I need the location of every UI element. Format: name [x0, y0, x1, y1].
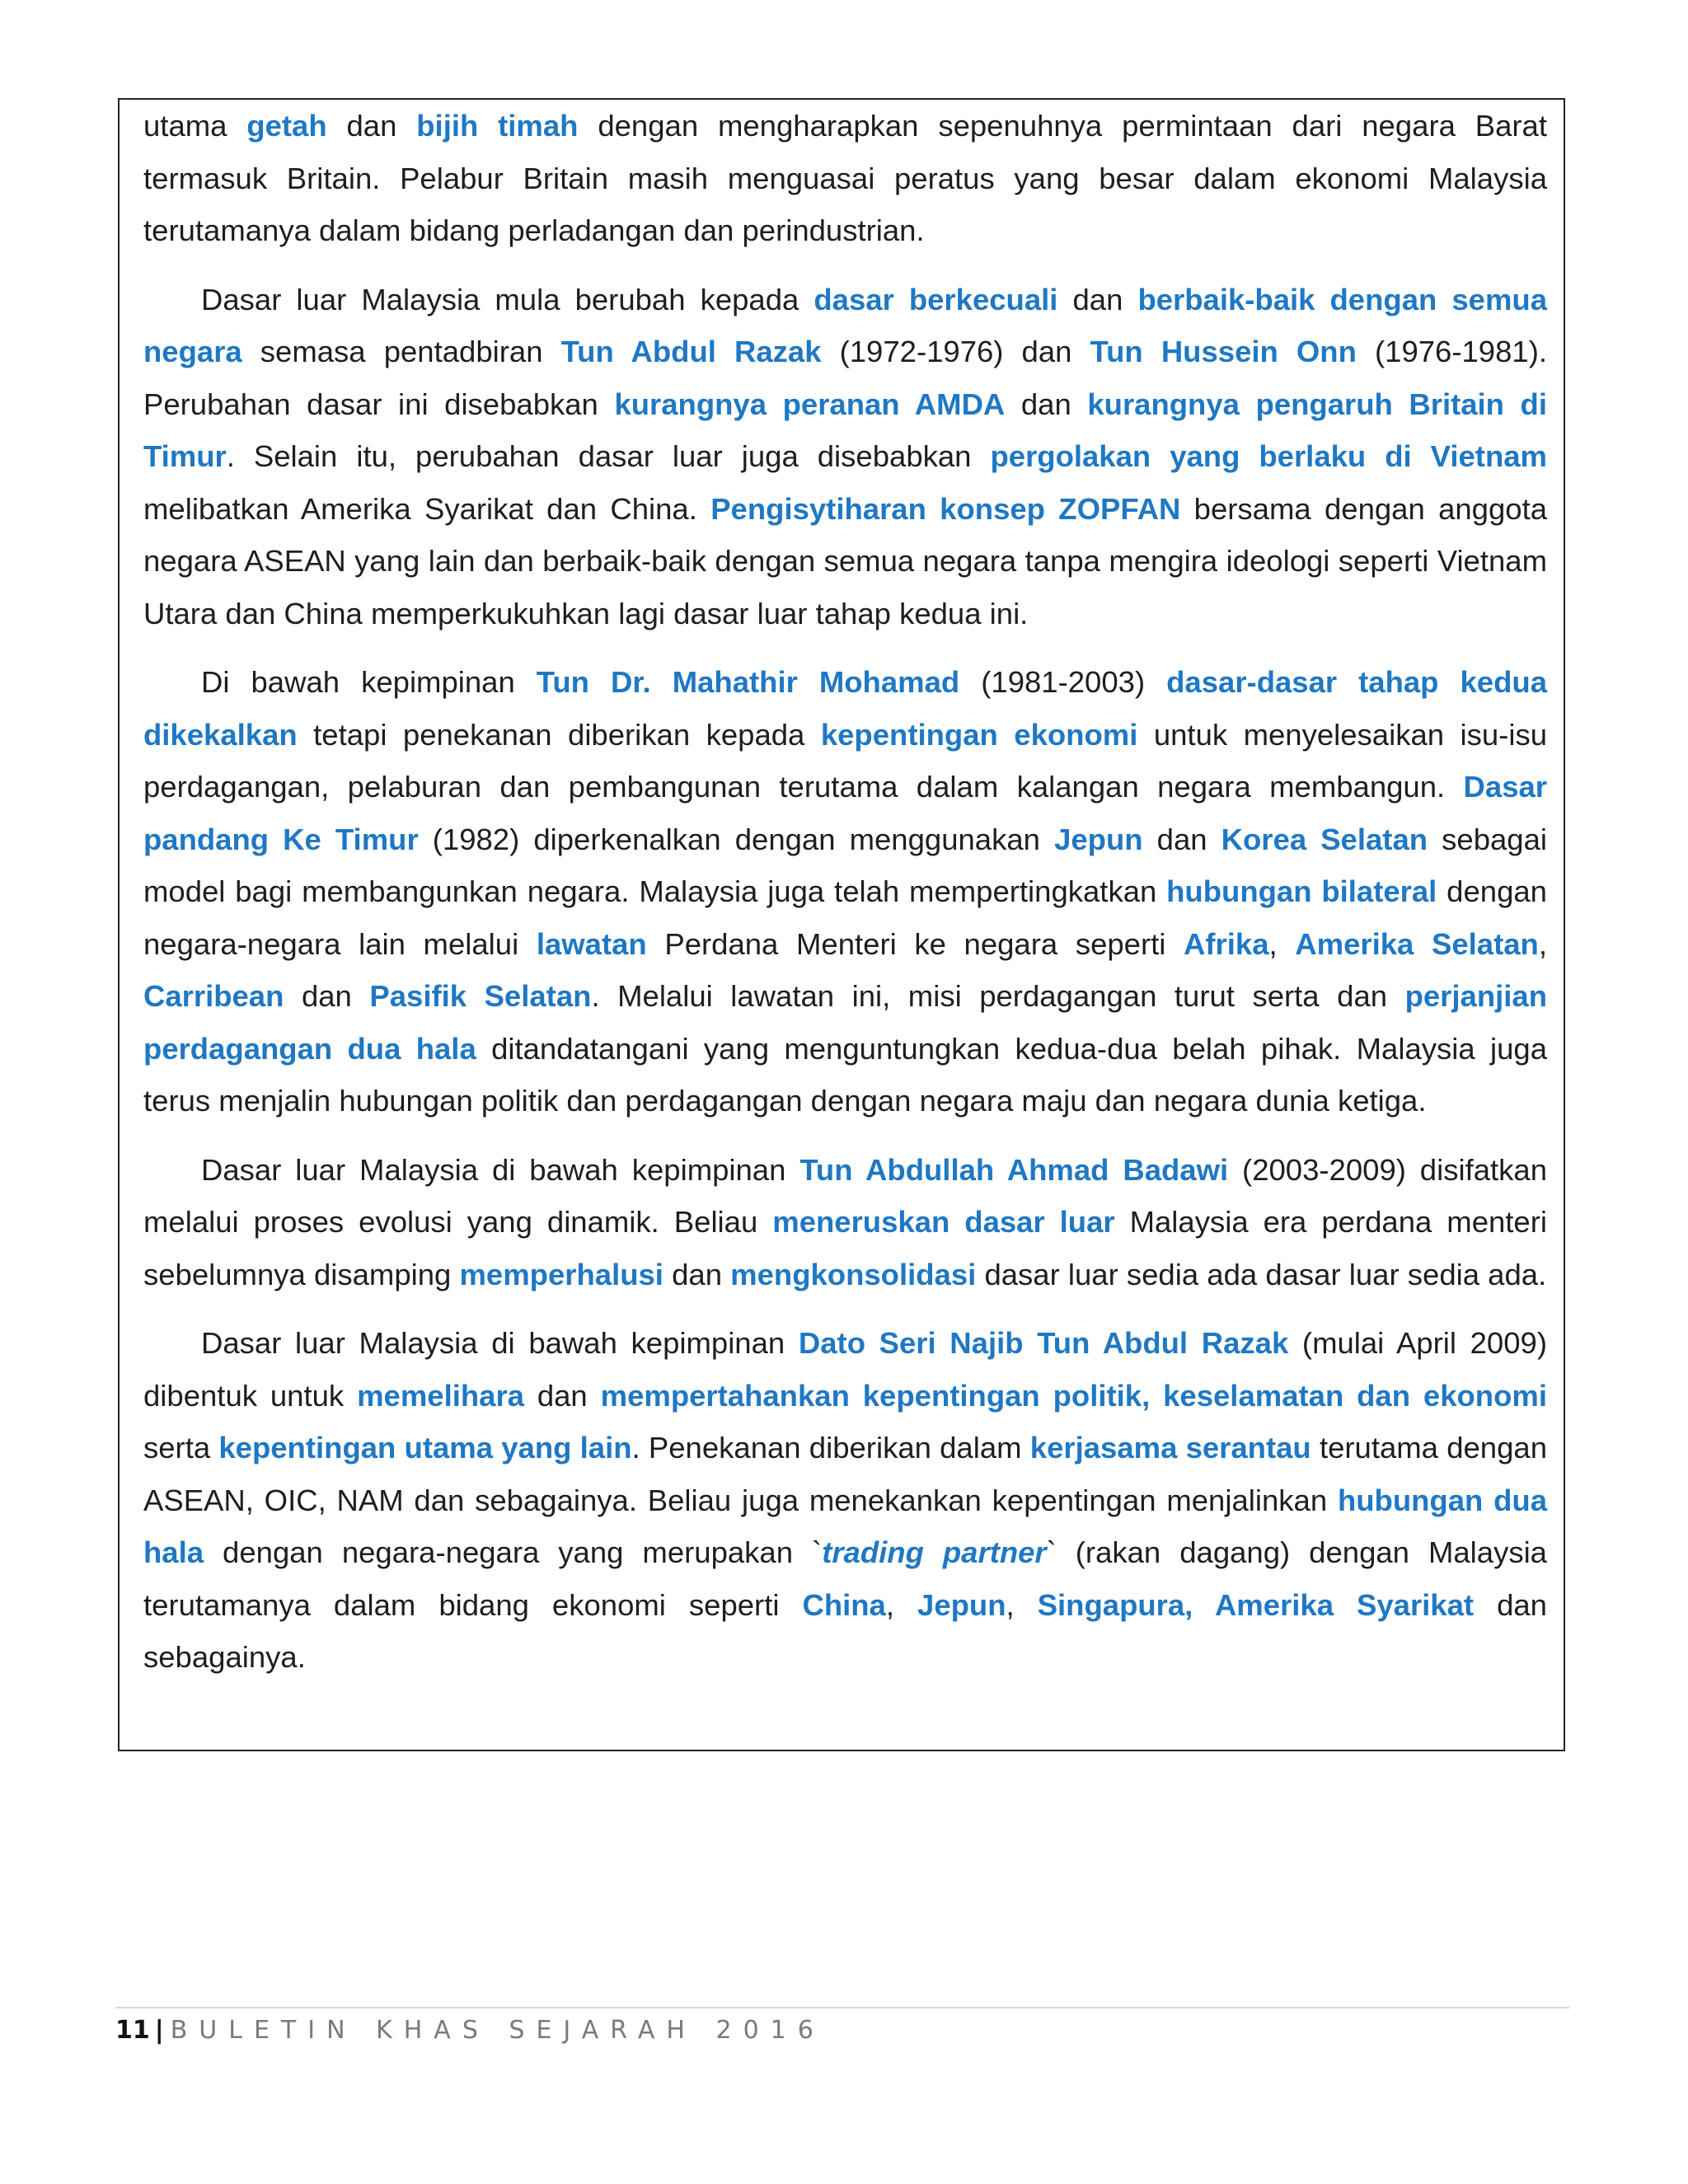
- paragraph-text: dan sebagainya.: [143, 1587, 1547, 1674]
- paragraph-text: ,: [1268, 926, 1296, 961]
- paragraph-text: dengan negara-negara lain melalui: [143, 874, 1547, 961]
- article-text-box: [118, 98, 1565, 1751]
- highlighted-term: meneruskan dasar luar: [772, 1205, 1115, 1239]
- paragraph-text: terutama dengan ASEAN, OIC, NAM dan sebagainya. Beliau juga menekankan kepentingan menjalinkan: [143, 1431, 1547, 1517]
- highlighted-term: bijih timah: [416, 109, 579, 143]
- paragraph-text: dengan mengharapkan sepenuhnya permintaan dari negara Barat termasuk Britain. Pelabur Britain masih menguasai peratus yang besar dalam ekonomi Malaysia terutamanya dalam bidang perladangan dan perindustrian.: [143, 109, 1547, 247]
- highlighted-term: kepentingan utama yang lain: [218, 1431, 632, 1465]
- highlighted-term: Tun Abdul Razak: [560, 335, 822, 368]
- article-paragraph: [143, 274, 1547, 640]
- footer-separator: |: [154, 2016, 164, 2045]
- highlighted-term: hubungan bilateral: [1166, 874, 1437, 908]
- paragraph-text: dan: [1142, 822, 1221, 856]
- footer-divider: [115, 2007, 1569, 2008]
- paragraph-text: ditandatangani yang menguntungkan kedua-dua belah pihak. Malaysia juga terus menjalin hubungan politik dan perdagangan dengan negara maju dan negara dunia ketiga.: [143, 1031, 1547, 1118]
- highlighted-term: kurangnya peranan AMDA: [614, 387, 1006, 421]
- paragraph-text: ,: [885, 1587, 918, 1622]
- page-number: 11: [115, 2016, 150, 2045]
- paragraph-text: Dasar luar Malaysia di bawah kepimpinan: [201, 1326, 799, 1360]
- highlighted-term: getah: [246, 109, 327, 143]
- paragraph-text: . Selain itu, perubahan dasar luar juga disebabkan: [226, 439, 991, 473]
- highlighted-term: Korea Selatan: [1221, 822, 1428, 856]
- highlighted-term: hubungan dua hala: [143, 1483, 1547, 1569]
- highlighted-term: Tun Hussein Onn: [1090, 335, 1357, 368]
- paragraph-text: (1972-1976) dan: [821, 335, 1090, 368]
- article-paragraph: [143, 656, 1547, 1127]
- highlighted-term: Afrika: [1184, 926, 1269, 961]
- highlighted-term: berbaik-baik dengan semua negara: [143, 282, 1547, 368]
- highlighted-term: trading partner: [822, 1535, 1047, 1569]
- paragraph-text: dan: [326, 109, 417, 143]
- highlighted-term: mempertahankan kepentingan politik, keselamatan dan ekonomi: [600, 1378, 1547, 1413]
- article-paragraph: [143, 100, 1547, 257]
- highlighted-term: kurangnya pengaruh Britain di Timur: [143, 387, 1547, 473]
- highlighted-term: Pasifik Selatan: [369, 979, 592, 1013]
- paragraph-text: dan: [663, 1257, 731, 1291]
- paragraph-text: untuk menyelesaikan isu-isu perdagangan, pelaburan dan pembangunan terutama dalam kalangan negara membangun.: [143, 717, 1547, 804]
- highlighted-term: Jepun: [1054, 822, 1143, 856]
- paragraph-text: dan: [1005, 387, 1088, 421]
- highlighted-term: lawatan: [536, 926, 647, 961]
- paragraph-text: bersama dengan anggota negara ASEAN yang lain dan berbaik-baik dengan semua negara tanpa mengira ideologi seperti Vietnam Utara dan China memperkukuhkan lagi dasar luar tahap kedua ini.: [143, 491, 1548, 630]
- paragraph-text: (1982) diperkenalkan dengan menggunakan: [418, 822, 1055, 856]
- highlighted-term: Dasar pandang Ke Timur: [143, 770, 1547, 856]
- article-paragraph: [143, 1317, 1547, 1684]
- highlighted-term: Carribean: [143, 979, 284, 1013]
- paragraph-text: dan: [523, 1378, 601, 1413]
- highlighted-term: dasar-dasar tahap kedua dikekalkan: [143, 665, 1547, 752]
- highlighted-term: Jepun: [917, 1587, 1006, 1622]
- highlighted-term: Pengisytiharan konsep ZOPFAN: [710, 491, 1181, 526]
- highlighted-term: dasar berkecuali: [814, 282, 1058, 316]
- highlighted-term: Tun Dr. Mahathir Mohamad: [536, 665, 960, 699]
- paragraph-text: . Melalui lawatan ini, misi perdagangan turut serta dan: [591, 979, 1405, 1013]
- highlighted-term: Amerika Selatan: [1295, 926, 1539, 961]
- highlighted-term: Tun Abdullah Ahmad Badawi: [799, 1152, 1229, 1187]
- paragraph-text: melibatkan Amerika Syarikat dan China.: [143, 491, 711, 526]
- paragraph-text: ,: [1006, 1587, 1038, 1622]
- paragraph-text: . Penekanan diberikan dalam: [631, 1431, 1030, 1465]
- paragraph-text: Perdana Menteri ke negara seperti: [646, 926, 1184, 961]
- paragraph-text: dan: [284, 979, 370, 1013]
- highlighted-term: Singapura, Amerika Syarikat: [1037, 1587, 1475, 1622]
- paragraph-text: Malaysia era perdana menteri sebelumnya disamping: [143, 1205, 1547, 1291]
- highlighted-term: kerjasama serantau: [1029, 1431, 1311, 1465]
- paragraph-text: (1976-1981). Perubahan dasar ini disebabkan: [143, 335, 1547, 421]
- article-paragraph: [143, 1144, 1547, 1301]
- highlighted-term: mengkonsolidasi: [730, 1257, 977, 1291]
- highlighted-term: pergolakan yang berlaku di Vietnam: [990, 439, 1547, 473]
- paragraph-text: (mulai April 2009) dibentuk untuk: [143, 1326, 1547, 1413]
- paragraph-text: ,: [1538, 926, 1547, 961]
- bulletin-title: BULETIN KHAS SEJARAH 2016: [170, 2016, 825, 2045]
- highlighted-term: memperhalusi: [459, 1257, 663, 1291]
- paragraph-text: Dasar luar Malaysia mula berubah kepada: [201, 282, 814, 316]
- paragraph-text: Dasar luar Malaysia di bawah kepimpinan: [201, 1152, 800, 1187]
- paragraph-text: (1981-2003): [959, 665, 1167, 699]
- paragraph-text: serta: [143, 1431, 219, 1465]
- paragraph-text: tetapi penekanan diberikan kepada: [297, 717, 821, 752]
- page-footer: [115, 2014, 825, 2047]
- paragraph-text: (2003-2009) disifatkan melalui proses evolusi yang dinamik. Beliau: [143, 1152, 1548, 1239]
- paragraph-text: Di bawah kepimpinan: [201, 665, 537, 699]
- highlighted-term: kepentingan ekonomi: [820, 717, 1138, 752]
- highlighted-term: China: [802, 1587, 886, 1622]
- highlighted-term: memelihara: [357, 1378, 524, 1413]
- paragraph-text: dengan negara-negara yang merupakan `: [204, 1535, 823, 1569]
- paragraph-text: semasa pentadbiran: [241, 335, 561, 368]
- paragraph-text: dasar luar sedia ada dasar luar sedia ada.: [976, 1257, 1547, 1291]
- paragraph-text: sebagai model bagi membangunkan negara. Malaysia juga telah mempertingkatkan: [143, 822, 1547, 908]
- highlighted-term: perjanjian perdagangan dua hala: [143, 979, 1547, 1066]
- paragraph-text: utama: [143, 109, 247, 143]
- paragraph-text: ` (rakan dagang) dengan Malaysia terutamanya dalam bidang ekonomi seperti: [143, 1535, 1547, 1622]
- highlighted-term: Dato Seri Najib Tun Abdul Razak: [798, 1326, 1289, 1360]
- paragraph-text: dan: [1057, 282, 1138, 316]
